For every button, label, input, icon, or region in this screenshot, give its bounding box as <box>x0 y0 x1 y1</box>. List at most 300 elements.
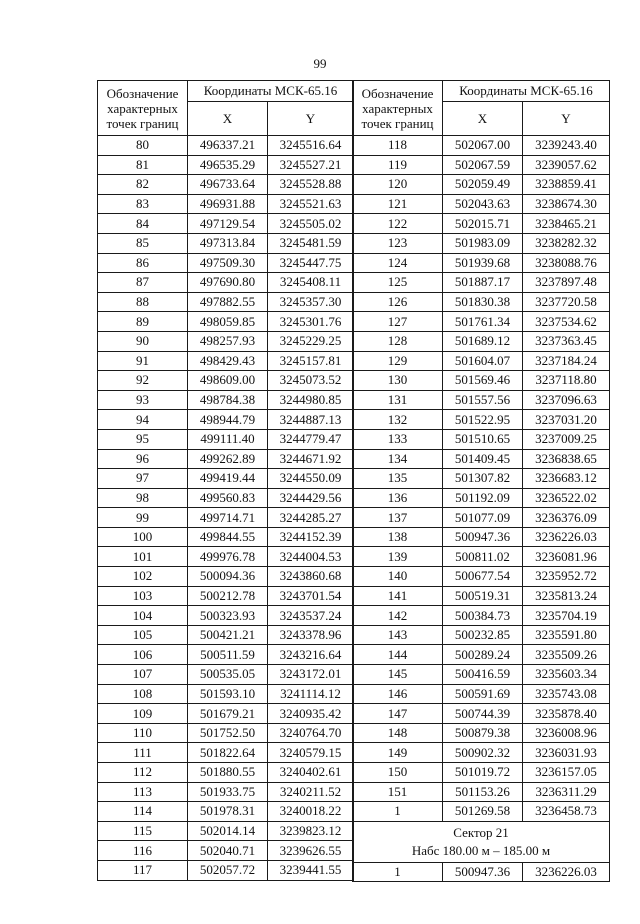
x-coordinate-cell: 500232.85 <box>443 625 523 645</box>
y-coordinate-cell: 3235813.24 <box>523 586 610 606</box>
x-coordinate-cell: 497313.84 <box>188 233 268 253</box>
sector-height-range: Набс 180.00 м – 185.00 м <box>411 842 551 858</box>
y-coordinate-cell: 3237118.80 <box>523 371 610 391</box>
sector-header-row <box>353 821 610 862</box>
y-coordinate-cell: 3244779.47 <box>268 429 354 449</box>
x-coordinate-cell: 501569.46 <box>443 371 523 391</box>
point-number-cell: 128 <box>353 331 443 351</box>
x-coordinate-cell: 496931.88 <box>188 194 268 214</box>
sector-title: Сектор 21 <box>453 824 509 840</box>
point-number-cell: 91 <box>98 351 188 371</box>
point-number-cell: 143 <box>353 625 443 645</box>
x-coordinate-cell: 501269.58 <box>443 802 523 822</box>
table-row <box>98 312 354 332</box>
y-coordinate-cell: 3244671.92 <box>268 449 354 469</box>
y-coordinate-cell: 3245528.88 <box>268 175 354 195</box>
table-row <box>98 410 354 430</box>
point-number-cell: 124 <box>353 253 443 273</box>
y-coordinate-cell: 3245408.11 <box>268 273 354 293</box>
x-coordinate-cell: 500421.21 <box>188 625 268 645</box>
table-row <box>353 862 610 882</box>
point-number-cell: 113 <box>98 782 188 802</box>
table-row <box>98 429 354 449</box>
table-row <box>98 763 354 783</box>
coordinates-table-left <box>97 80 354 881</box>
table-row <box>353 469 610 489</box>
table-row <box>353 449 610 469</box>
y-coordinate-cell: 3240211.52 <box>268 782 354 802</box>
x-coordinate-cell: 500535.05 <box>188 665 268 685</box>
x-coordinate-cell: 501604.07 <box>443 351 523 371</box>
y-coordinate-cell: 3235591.80 <box>523 625 610 645</box>
y-coordinate-cell: 3239243.40 <box>523 136 610 156</box>
y-coordinate-cell: 3245229.25 <box>268 331 354 351</box>
y-coordinate-cell: 3240764.70 <box>268 723 354 743</box>
y-coordinate-cell: 3235743.08 <box>523 684 610 704</box>
table-row <box>98 449 354 469</box>
point-number-cell: 145 <box>353 665 443 685</box>
y-coordinate-cell: 3236683.12 <box>523 469 610 489</box>
table-row <box>353 704 610 724</box>
table-row <box>353 547 610 567</box>
y-coordinate-cell: 3243537.24 <box>268 606 354 626</box>
point-number-cell: 116 <box>98 841 188 861</box>
y-coordinate-cell: 3236081.96 <box>523 547 610 567</box>
point-number-cell: 81 <box>98 155 188 175</box>
table-row <box>353 723 610 743</box>
table-row <box>353 136 610 156</box>
x-coordinate-cell: 500902.32 <box>443 743 523 763</box>
table-row <box>353 410 610 430</box>
point-label-header: Обозначение характерных точек границ <box>353 81 443 136</box>
y-coordinate-cell: 3240018.22 <box>268 802 354 822</box>
x-coordinate-cell: 499844.55 <box>188 527 268 547</box>
table-row <box>353 782 610 802</box>
point-number-cell: 82 <box>98 175 188 195</box>
point-number-cell: 93 <box>98 390 188 410</box>
x-coordinate-cell: 496733.64 <box>188 175 268 195</box>
point-number-cell: 138 <box>353 527 443 547</box>
table-row <box>353 763 610 783</box>
point-number-cell: 126 <box>353 292 443 312</box>
table-row <box>353 351 610 371</box>
point-number-cell: 112 <box>98 763 188 783</box>
point-number-cell: 100 <box>98 527 188 547</box>
point-number-cell: 92 <box>98 371 188 391</box>
point-number-cell: 1 <box>353 802 443 822</box>
x-coordinate-cell: 501077.09 <box>443 508 523 528</box>
table-row <box>98 351 354 371</box>
x-coordinate-cell: 501689.12 <box>443 331 523 351</box>
point-label-header: Обозначение характерных точек границ <box>98 81 188 136</box>
point-number-cell: 87 <box>98 273 188 293</box>
page-number: 99 <box>313 56 327 71</box>
y-coordinate-cell: 3240579.15 <box>268 743 354 763</box>
y-coordinate-cell: 3245357.30 <box>268 292 354 312</box>
x-coordinate-cell: 500212.78 <box>188 586 268 606</box>
x-coordinate-cell: 500591.69 <box>443 684 523 704</box>
y-coordinate-cell: 3245447.75 <box>268 253 354 273</box>
table-row <box>98 567 354 587</box>
table-row <box>353 331 610 351</box>
x-coordinate-cell: 501761.34 <box>443 312 523 332</box>
x-coordinate-cell: 502014.14 <box>188 821 268 841</box>
table-row <box>98 684 354 704</box>
x-coordinate-cell: 496337.21 <box>188 136 268 156</box>
x-coordinate-cell: 497690.80 <box>188 273 268 293</box>
table-row <box>98 527 354 547</box>
point-number-cell: 150 <box>353 763 443 783</box>
x-coordinate-cell: 498784.38 <box>188 390 268 410</box>
y-coordinate-cell: 3245157.81 <box>268 351 354 371</box>
point-number-cell: 130 <box>353 371 443 391</box>
y-coordinate-cell: 3244152.39 <box>268 527 354 547</box>
table-row <box>353 429 610 449</box>
point-number-cell: 90 <box>98 331 188 351</box>
point-number-cell: 105 <box>98 625 188 645</box>
point-number-cell: 141 <box>353 586 443 606</box>
table-row <box>98 841 354 861</box>
table-row <box>98 625 354 645</box>
point-number-cell: 129 <box>353 351 443 371</box>
x-coordinate-cell: 500677.54 <box>443 567 523 587</box>
point-number-cell: 103 <box>98 586 188 606</box>
x-coordinate-cell: 501830.38 <box>443 292 523 312</box>
point-number-cell: 99 <box>98 508 188 528</box>
point-number-cell: 95 <box>98 429 188 449</box>
table-row <box>98 371 354 391</box>
point-number-cell: 134 <box>353 449 443 469</box>
x-coordinate-cell: 501153.26 <box>443 782 523 802</box>
x-coordinate-cell: 502067.59 <box>443 155 523 175</box>
y-coordinate-cell: 3244980.85 <box>268 390 354 410</box>
x-coordinate-cell: 497882.55 <box>188 292 268 312</box>
table-row <box>353 508 610 528</box>
table-row <box>98 586 354 606</box>
y-coordinate-cell: 3240402.61 <box>268 763 354 783</box>
point-number-cell: 108 <box>98 684 188 704</box>
table-row <box>353 273 610 293</box>
table-row <box>353 567 610 587</box>
point-number-cell: 115 <box>98 821 188 841</box>
x-coordinate-cell: 500289.24 <box>443 645 523 665</box>
x-coordinate-cell: 501983.09 <box>443 233 523 253</box>
table-row <box>98 273 354 293</box>
table-row <box>98 782 354 802</box>
y-coordinate-cell: 3236157.05 <box>523 763 610 783</box>
x-coordinate-cell: 501510.65 <box>443 429 523 449</box>
x-coordinate-cell: 501409.45 <box>443 449 523 469</box>
y-coordinate-cell: 3238088.76 <box>523 253 610 273</box>
y-coordinate-cell: 3245527.21 <box>268 155 354 175</box>
x-coordinate-cell: 500519.31 <box>443 586 523 606</box>
x-header: X <box>443 102 523 136</box>
x-coordinate-cell: 500947.36 <box>443 862 523 882</box>
point-number-cell: 117 <box>98 860 188 880</box>
table-row <box>353 488 610 508</box>
sector-header <box>353 821 610 862</box>
table-row <box>353 586 610 606</box>
y-coordinate-cell: 3237897.48 <box>523 273 610 293</box>
point-number-cell: 147 <box>353 704 443 724</box>
point-number-cell: 121 <box>353 194 443 214</box>
y-coordinate-cell: 3235704.19 <box>523 606 610 626</box>
coordinates-table-right <box>352 80 610 882</box>
x-coordinate-cell: 502015.71 <box>443 214 523 234</box>
point-number-cell: 137 <box>353 508 443 528</box>
table-row <box>98 547 354 567</box>
y-coordinate-cell: 3245521.63 <box>268 194 354 214</box>
right-table-body <box>353 136 610 882</box>
y-coordinate-cell: 3244550.09 <box>268 469 354 489</box>
table-row <box>98 390 354 410</box>
point-number-cell: 109 <box>98 704 188 724</box>
table-row <box>98 194 354 214</box>
table-row <box>98 331 354 351</box>
y-coordinate-cell: 3237720.58 <box>523 292 610 312</box>
y-coordinate-cell: 3238465.21 <box>523 214 610 234</box>
x-coordinate-cell: 499976.78 <box>188 547 268 567</box>
x-coordinate-cell: 499111.40 <box>188 429 268 449</box>
table-row <box>353 214 610 234</box>
table-row <box>98 292 354 312</box>
x-coordinate-cell: 502067.00 <box>443 136 523 156</box>
x-coordinate-cell: 501522.95 <box>443 410 523 430</box>
point-number-cell: 148 <box>353 723 443 743</box>
x-coordinate-cell: 499419.44 <box>188 469 268 489</box>
x-coordinate-cell: 501752.50 <box>188 723 268 743</box>
table-row <box>98 136 354 156</box>
y-coordinate-cell: 3239057.62 <box>523 155 610 175</box>
x-coordinate-cell: 501593.10 <box>188 684 268 704</box>
x-coordinate-cell: 501019.72 <box>443 763 523 783</box>
y-coordinate-cell: 3237184.24 <box>523 351 610 371</box>
x-coordinate-cell: 500323.93 <box>188 606 268 626</box>
point-number-cell: 86 <box>98 253 188 273</box>
point-number-cell: 127 <box>353 312 443 332</box>
table-row <box>98 175 354 195</box>
y-coordinate-cell: 3238859.41 <box>523 175 610 195</box>
point-number-cell: 96 <box>98 449 188 469</box>
x-coordinate-cell: 498944.79 <box>188 410 268 430</box>
x-coordinate-cell: 500879.38 <box>443 723 523 743</box>
table-row <box>98 253 354 273</box>
coords-header: Координаты МСК-65.16 <box>188 81 354 102</box>
y-coordinate-cell: 3235878.40 <box>523 704 610 724</box>
y-coordinate-cell: 3236838.65 <box>523 449 610 469</box>
y-coordinate-cell: 3245301.76 <box>268 312 354 332</box>
x-coordinate-cell: 498059.85 <box>188 312 268 332</box>
x-coordinate-cell: 501933.75 <box>188 782 268 802</box>
table-row <box>353 645 610 665</box>
point-number-cell: 118 <box>353 136 443 156</box>
y-coordinate-cell: 3245073.52 <box>268 371 354 391</box>
table-row <box>353 371 610 391</box>
x-coordinate-cell: 499714.71 <box>188 508 268 528</box>
point-number-cell: 110 <box>98 723 188 743</box>
x-coordinate-cell: 500416.59 <box>443 665 523 685</box>
y-coordinate-cell: 3243378.96 <box>268 625 354 645</box>
table-row <box>353 665 610 685</box>
y-coordinate-cell: 3245516.64 <box>268 136 354 156</box>
point-number-cell: 102 <box>98 567 188 587</box>
point-number-cell: 123 <box>353 233 443 253</box>
point-number-cell: 106 <box>98 645 188 665</box>
table-row <box>98 488 354 508</box>
point-number-cell: 88 <box>98 292 188 312</box>
table-row <box>98 821 354 841</box>
table-row <box>353 175 610 195</box>
y-coordinate-cell: 3239441.55 <box>268 860 354 880</box>
x-coordinate-cell: 502040.71 <box>188 841 268 861</box>
point-number-cell: 136 <box>353 488 443 508</box>
point-number-cell: 104 <box>98 606 188 626</box>
table-row <box>98 469 354 489</box>
y-coordinate-cell: 3237009.25 <box>523 429 610 449</box>
table-row <box>353 802 610 822</box>
table-row <box>98 233 354 253</box>
y-coordinate-cell: 3237363.45 <box>523 331 610 351</box>
table-row <box>353 233 610 253</box>
y-header: Y <box>523 102 610 136</box>
point-number-cell: 119 <box>353 155 443 175</box>
y-header: Y <box>268 102 354 136</box>
point-number-cell: 98 <box>98 488 188 508</box>
y-coordinate-cell: 3237031.20 <box>523 410 610 430</box>
x-coordinate-cell: 502043.63 <box>443 194 523 214</box>
x-coordinate-cell: 498429.43 <box>188 351 268 371</box>
y-coordinate-cell: 3236226.03 <box>523 527 610 547</box>
x-coordinate-cell: 502059.49 <box>443 175 523 195</box>
table-row <box>353 194 610 214</box>
point-number-cell: 1 <box>353 862 443 882</box>
point-number-cell: 131 <box>353 390 443 410</box>
y-coordinate-cell: 3235952.72 <box>523 567 610 587</box>
y-coordinate-cell: 3243701.54 <box>268 586 354 606</box>
x-coordinate-cell: 501880.55 <box>188 763 268 783</box>
point-number-cell: 85 <box>98 233 188 253</box>
point-number-cell: 125 <box>353 273 443 293</box>
point-number-cell: 120 <box>353 175 443 195</box>
table-row <box>353 625 610 645</box>
table-row <box>353 390 610 410</box>
y-coordinate-cell: 3236458.73 <box>523 802 610 822</box>
y-coordinate-cell: 3244004.53 <box>268 547 354 567</box>
y-coordinate-cell: 3239626.55 <box>268 841 354 861</box>
table-row <box>353 292 610 312</box>
left-table-body <box>98 136 354 881</box>
point-number-cell: 149 <box>353 743 443 763</box>
y-coordinate-cell: 3237534.62 <box>523 312 610 332</box>
y-coordinate-cell: 3244429.56 <box>268 488 354 508</box>
table-row <box>353 312 610 332</box>
x-coordinate-cell: 501822.64 <box>188 743 268 763</box>
x-coordinate-cell: 499262.89 <box>188 449 268 469</box>
y-coordinate-cell: 3241114.12 <box>268 684 354 704</box>
x-coordinate-cell: 498609.00 <box>188 371 268 391</box>
x-coordinate-cell: 501307.82 <box>443 469 523 489</box>
point-number-cell: 140 <box>353 567 443 587</box>
table-row <box>98 743 354 763</box>
table-row <box>98 645 354 665</box>
x-coordinate-cell: 500384.73 <box>443 606 523 626</box>
x-coordinate-cell: 499560.83 <box>188 488 268 508</box>
x-coordinate-cell: 501887.17 <box>443 273 523 293</box>
y-coordinate-cell: 3243172.01 <box>268 665 354 685</box>
y-coordinate-cell: 3237096.63 <box>523 390 610 410</box>
point-number-cell: 80 <box>98 136 188 156</box>
point-number-cell: 142 <box>353 606 443 626</box>
table-row <box>353 743 610 763</box>
table-row <box>98 704 354 724</box>
x-coordinate-cell: 500811.02 <box>443 547 523 567</box>
y-coordinate-cell: 3244887.13 <box>268 410 354 430</box>
y-coordinate-cell: 3236226.03 <box>523 862 610 882</box>
x-coordinate-cell: 500094.36 <box>188 567 268 587</box>
table-row <box>98 665 354 685</box>
point-number-cell: 139 <box>353 547 443 567</box>
x-coordinate-cell: 500744.39 <box>443 704 523 724</box>
point-number-cell: 101 <box>98 547 188 567</box>
point-number-cell: 122 <box>353 214 443 234</box>
point-number-cell: 111 <box>98 743 188 763</box>
y-coordinate-cell: 3238282.32 <box>523 233 610 253</box>
table-row <box>98 606 354 626</box>
table-row <box>353 155 610 175</box>
y-coordinate-cell: 3240935.42 <box>268 704 354 724</box>
table-row <box>98 214 354 234</box>
table-row <box>98 508 354 528</box>
x-coordinate-cell: 500947.36 <box>443 527 523 547</box>
coords-header: Координаты МСК-65.16 <box>443 81 610 102</box>
x-coordinate-cell: 501192.09 <box>443 488 523 508</box>
x-coordinate-cell: 496535.29 <box>188 155 268 175</box>
y-coordinate-cell: 3243216.64 <box>268 645 354 665</box>
y-coordinate-cell: 3236311.29 <box>523 782 610 802</box>
y-coordinate-cell: 3245505.02 <box>268 214 354 234</box>
point-number-cell: 84 <box>98 214 188 234</box>
x-coordinate-cell: 497509.30 <box>188 253 268 273</box>
point-number-cell: 107 <box>98 665 188 685</box>
table-row <box>98 860 354 880</box>
table-row <box>353 253 610 273</box>
y-coordinate-cell: 3235509.26 <box>523 645 610 665</box>
x-coordinate-cell: 497129.54 <box>188 214 268 234</box>
y-coordinate-cell: 3236031.93 <box>523 743 610 763</box>
y-coordinate-cell: 3236522.02 <box>523 488 610 508</box>
y-coordinate-cell: 3238674.30 <box>523 194 610 214</box>
point-number-cell: 146 <box>353 684 443 704</box>
x-header: X <box>188 102 268 136</box>
point-number-cell: 151 <box>353 782 443 802</box>
x-coordinate-cell: 501939.68 <box>443 253 523 273</box>
x-coordinate-cell: 498257.93 <box>188 331 268 351</box>
point-number-cell: 89 <box>98 312 188 332</box>
point-number-cell: 97 <box>98 469 188 489</box>
y-coordinate-cell: 3239823.12 <box>268 821 354 841</box>
x-coordinate-cell: 500511.59 <box>188 645 268 665</box>
table-row <box>98 155 354 175</box>
x-coordinate-cell: 501978.31 <box>188 802 268 822</box>
point-number-cell: 94 <box>98 410 188 430</box>
y-coordinate-cell: 3235603.34 <box>523 665 610 685</box>
point-number-cell: 132 <box>353 410 443 430</box>
x-coordinate-cell: 501679.21 <box>188 704 268 724</box>
x-coordinate-cell: 502057.72 <box>188 860 268 880</box>
table-row <box>98 723 354 743</box>
y-coordinate-cell: 3243860.68 <box>268 567 354 587</box>
y-coordinate-cell: 3236008.96 <box>523 723 610 743</box>
